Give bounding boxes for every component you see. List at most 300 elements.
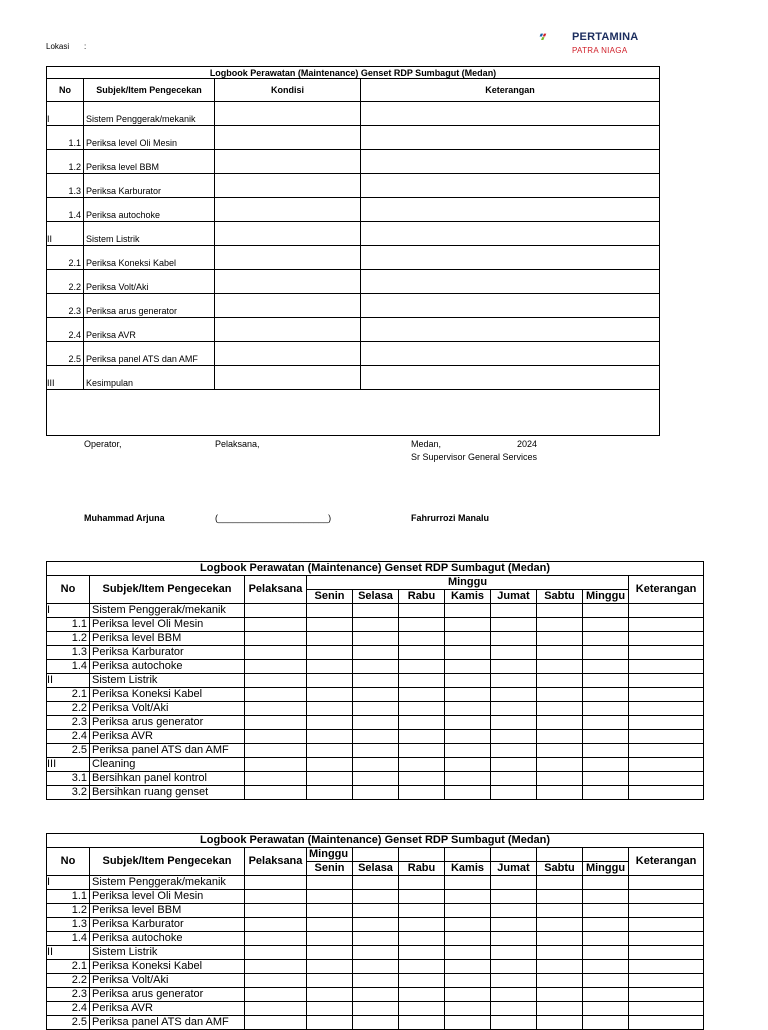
day-cell[interactable] [537, 988, 583, 1002]
pelaksana-cell[interactable] [245, 932, 307, 946]
day-cell[interactable] [353, 674, 399, 688]
day-cell[interactable] [583, 960, 629, 974]
day-cell[interactable] [537, 674, 583, 688]
day-cell[interactable] [399, 988, 445, 1002]
day-cell[interactable] [445, 744, 491, 758]
day-cell[interactable] [537, 904, 583, 918]
row-item: Periksa AVR [84, 318, 215, 342]
day-cell[interactable] [353, 758, 399, 772]
day-cell[interactable] [307, 688, 353, 702]
day-cell[interactable] [307, 618, 353, 632]
pelaksana-blank: (______________________) [215, 513, 332, 523]
row-item: Sistem Listrik [90, 946, 245, 960]
day-cell[interactable] [537, 702, 583, 716]
kondisi-cell[interactable] [215, 318, 361, 342]
kondisi-cell[interactable] [215, 270, 361, 294]
day-cell[interactable] [445, 674, 491, 688]
day-cell[interactable] [399, 660, 445, 674]
day-cell[interactable] [583, 876, 629, 890]
day-cell[interactable] [307, 974, 353, 988]
day-cell[interactable] [399, 702, 445, 716]
day-cell[interactable] [583, 646, 629, 660]
day-cell[interactable] [307, 932, 353, 946]
day-cell[interactable] [353, 688, 399, 702]
day-cell[interactable] [353, 618, 399, 632]
keterangan-cell[interactable] [629, 988, 704, 1002]
keterangan-cell[interactable] [629, 702, 704, 716]
day-cell[interactable] [491, 772, 537, 786]
table-row [47, 1016, 704, 1030]
kondisi-cell[interactable] [215, 102, 361, 126]
keterangan-cell[interactable] [361, 126, 660, 150]
day-cell[interactable] [583, 716, 629, 730]
keterangan-cell[interactable] [361, 150, 660, 174]
keterangan-cell[interactable] [361, 318, 660, 342]
day-cell[interactable] [537, 660, 583, 674]
day-cell[interactable] [399, 1016, 445, 1030]
keterangan-cell[interactable] [361, 270, 660, 294]
day-cell[interactable] [307, 730, 353, 744]
kondisi-cell[interactable] [215, 294, 361, 318]
day-cell[interactable] [583, 974, 629, 988]
keterangan-cell[interactable] [361, 102, 660, 126]
pelaksana-cell[interactable] [245, 758, 307, 772]
day-cell[interactable] [399, 604, 445, 618]
keterangan-cell[interactable] [629, 1002, 704, 1016]
day-cell[interactable] [353, 632, 399, 646]
day-cell[interactable] [445, 730, 491, 744]
day-cell[interactable] [307, 960, 353, 974]
keterangan-cell[interactable] [629, 632, 704, 646]
day-cell[interactable] [491, 960, 537, 974]
day-cell[interactable] [445, 716, 491, 730]
day-cell[interactable] [491, 758, 537, 772]
pelaksana-label: Pelaksana, [215, 439, 260, 449]
keterangan-cell[interactable] [629, 646, 704, 660]
pelaksana-cell[interactable] [245, 646, 307, 660]
keterangan-cell[interactable] [361, 342, 660, 366]
day-cell[interactable] [445, 946, 491, 960]
day-cell[interactable] [399, 646, 445, 660]
row-no: 2.2 [47, 702, 90, 716]
day-cell[interactable] [445, 660, 491, 674]
day-cell[interactable] [445, 786, 491, 800]
day-cell[interactable] [583, 730, 629, 744]
day-cell[interactable] [537, 688, 583, 702]
day-cell[interactable] [399, 876, 445, 890]
day-cell[interactable] [353, 702, 399, 716]
notes-cell[interactable] [47, 390, 660, 436]
day-cell[interactable] [307, 604, 353, 618]
brand-name: PERTAMINA [572, 31, 639, 43]
keterangan-cell[interactable] [629, 758, 704, 772]
row-no: 2.4 [47, 730, 90, 744]
pelaksana-cell[interactable] [245, 918, 307, 932]
day-cell[interactable] [399, 716, 445, 730]
day-cell[interactable] [491, 730, 537, 744]
day-cell[interactable] [491, 786, 537, 800]
day-cell[interactable] [445, 1002, 491, 1016]
header-item: Subjek/Item Pengecekan [84, 79, 215, 102]
kondisi-cell[interactable] [215, 246, 361, 270]
day-cell[interactable] [353, 660, 399, 674]
day-cell[interactable] [583, 890, 629, 904]
row-no: 1.1 [47, 126, 84, 150]
day-cell[interactable] [537, 716, 583, 730]
day-cell[interactable] [307, 744, 353, 758]
pelaksana-cell[interactable] [245, 1002, 307, 1016]
day-cell[interactable] [583, 1002, 629, 1016]
day-cell[interactable] [583, 632, 629, 646]
day-cell[interactable] [537, 646, 583, 660]
day-cell[interactable] [307, 772, 353, 786]
table-row [47, 174, 660, 198]
day-cell[interactable] [399, 786, 445, 800]
pelaksana-cell[interactable] [245, 632, 307, 646]
day-cell[interactable] [583, 744, 629, 758]
day-cell[interactable] [353, 604, 399, 618]
day-cell[interactable] [491, 904, 537, 918]
day-cell[interactable] [307, 646, 353, 660]
day-cell[interactable] [491, 618, 537, 632]
day-cell[interactable] [445, 604, 491, 618]
keterangan-cell[interactable] [629, 744, 704, 758]
day-cell[interactable] [445, 758, 491, 772]
day-cell[interactable] [353, 974, 399, 988]
row-no: 2.3 [47, 294, 84, 318]
keterangan-cell[interactable] [361, 366, 660, 390]
day-cell[interactable] [491, 946, 537, 960]
day-cell[interactable] [307, 904, 353, 918]
keterangan-cell[interactable] [361, 294, 660, 318]
day-cell[interactable] [353, 1002, 399, 1016]
day-cell[interactable] [537, 730, 583, 744]
keterangan-cell[interactable] [629, 786, 704, 800]
day-cell[interactable] [445, 974, 491, 988]
day-cell[interactable] [491, 918, 537, 932]
day-cell[interactable] [537, 974, 583, 988]
table-row [47, 126, 660, 150]
pelaksana-cell[interactable] [245, 974, 307, 988]
row-item: Bersihkan ruang genset [90, 786, 245, 800]
day-cell[interactable] [353, 772, 399, 786]
day-cell[interactable] [583, 946, 629, 960]
row-no: III [47, 366, 84, 390]
day-cell[interactable] [537, 604, 583, 618]
day-cell[interactable] [491, 932, 537, 946]
day-cell[interactable] [537, 618, 583, 632]
row-no: 1.3 [47, 646, 90, 660]
day-cell[interactable] [491, 988, 537, 1002]
keterangan-cell[interactable] [629, 674, 704, 688]
row-item: Periksa Koneksi Kabel [90, 688, 245, 702]
day-cell[interactable] [491, 702, 537, 716]
pelaksana-cell[interactable] [245, 946, 307, 960]
pelaksana-cell[interactable] [245, 716, 307, 730]
row-no: 1.4 [47, 198, 84, 222]
day-cell[interactable] [399, 618, 445, 632]
table-row [47, 366, 660, 390]
kondisi-cell[interactable] [215, 150, 361, 174]
day-cell[interactable] [537, 786, 583, 800]
day-cell[interactable] [537, 960, 583, 974]
header-kondisi: Kondisi [215, 79, 361, 102]
day-cell[interactable] [583, 618, 629, 632]
day-cell[interactable] [583, 702, 629, 716]
pelaksana-cell[interactable] [245, 786, 307, 800]
day-cell[interactable] [445, 618, 491, 632]
pelaksana-cell[interactable] [245, 730, 307, 744]
day-cell[interactable] [583, 1016, 629, 1030]
day-cell[interactable] [583, 660, 629, 674]
day-cell[interactable] [399, 674, 445, 688]
table-row [47, 946, 704, 960]
day-cell[interactable] [399, 960, 445, 974]
day-cell[interactable] [399, 904, 445, 918]
day-cell[interactable] [491, 744, 537, 758]
day-cell[interactable] [399, 974, 445, 988]
table-row [47, 618, 704, 632]
keterangan-cell[interactable] [629, 1016, 704, 1030]
day-cell[interactable] [353, 932, 399, 946]
day-cell[interactable] [537, 758, 583, 772]
row-no: 2.5 [47, 1016, 90, 1030]
kondisi-cell[interactable] [215, 126, 361, 150]
header-day: Rabu [399, 862, 445, 876]
day-cell[interactable] [537, 632, 583, 646]
table-row [47, 270, 660, 294]
day-cell[interactable] [491, 604, 537, 618]
row-no: 1.4 [47, 932, 90, 946]
day-cell[interactable] [583, 688, 629, 702]
day-cell[interactable] [307, 890, 353, 904]
table-row [47, 702, 704, 716]
day-cell[interactable] [445, 918, 491, 932]
row-item: Cleaning [90, 758, 245, 772]
keterangan-cell[interactable] [361, 174, 660, 198]
pelaksana-cell[interactable] [245, 904, 307, 918]
day-cell[interactable] [353, 960, 399, 974]
kondisi-cell[interactable] [215, 174, 361, 198]
day-cell[interactable] [537, 932, 583, 946]
table-row [47, 342, 660, 366]
day-cell[interactable] [537, 1002, 583, 1016]
pelaksana-cell[interactable] [245, 604, 307, 618]
keterangan-cell[interactable] [629, 604, 704, 618]
day-cell[interactable] [491, 674, 537, 688]
header-day: Kamis [445, 862, 491, 876]
day-cell[interactable] [583, 918, 629, 932]
day-cell[interactable] [353, 904, 399, 918]
operator-label: Operator, [84, 439, 122, 449]
keterangan-cell[interactable] [629, 890, 704, 904]
day-cell[interactable] [445, 890, 491, 904]
day-cell[interactable] [491, 660, 537, 674]
day-cell[interactable] [399, 730, 445, 744]
day-cell[interactable] [353, 730, 399, 744]
kondisi-cell[interactable] [215, 342, 361, 366]
row-item: Periksa panel ATS dan AMF [84, 342, 215, 366]
table-row [47, 758, 704, 772]
day-cell[interactable] [307, 946, 353, 960]
day-cell[interactable] [353, 716, 399, 730]
pelaksana-cell[interactable] [245, 702, 307, 716]
day-cell[interactable] [307, 702, 353, 716]
table-row [47, 988, 704, 1002]
keterangan-cell[interactable] [629, 716, 704, 730]
row-no: 1.4 [47, 660, 90, 674]
day-cell[interactable] [399, 632, 445, 646]
day-cell[interactable] [353, 988, 399, 1002]
keterangan-cell[interactable] [361, 222, 660, 246]
day-cell[interactable] [583, 932, 629, 946]
day-cell[interactable] [353, 946, 399, 960]
day-cell[interactable] [583, 674, 629, 688]
day-cell[interactable] [445, 932, 491, 946]
day-cell[interactable] [537, 876, 583, 890]
pelaksana-cell[interactable] [245, 660, 307, 674]
day-cell[interactable] [353, 890, 399, 904]
kondisi-cell[interactable] [215, 198, 361, 222]
day-cell[interactable] [491, 1002, 537, 1016]
pelaksana-cell[interactable] [245, 618, 307, 632]
day-cell[interactable] [307, 1002, 353, 1016]
row-item: Periksa arus generator [90, 716, 245, 730]
day-cell[interactable] [537, 946, 583, 960]
day-cell[interactable] [583, 904, 629, 918]
day-cell[interactable] [353, 918, 399, 932]
keterangan-cell[interactable] [629, 618, 704, 632]
day-cell[interactable] [353, 876, 399, 890]
day-cell[interactable] [491, 1016, 537, 1030]
keterangan-cell[interactable] [629, 932, 704, 946]
day-cell[interactable] [491, 632, 537, 646]
day-cell[interactable] [307, 918, 353, 932]
keterangan-cell[interactable] [629, 772, 704, 786]
keterangan-cell[interactable] [629, 688, 704, 702]
day-cell[interactable] [445, 688, 491, 702]
table-row [47, 918, 704, 932]
day-cell[interactable] [537, 744, 583, 758]
day-cell[interactable] [445, 702, 491, 716]
keterangan-cell[interactable] [629, 960, 704, 974]
pelaksana-cell[interactable] [245, 960, 307, 974]
day-cell[interactable] [537, 772, 583, 786]
day-cell[interactable] [491, 890, 537, 904]
pelaksana-cell[interactable] [245, 1016, 307, 1030]
kondisi-cell[interactable] [215, 366, 361, 390]
day-cell[interactable] [583, 758, 629, 772]
day-cell[interactable] [399, 890, 445, 904]
day-cell[interactable] [307, 876, 353, 890]
day-cell[interactable] [491, 646, 537, 660]
day-cell[interactable] [399, 932, 445, 946]
day-cell[interactable] [537, 1016, 583, 1030]
pelaksana-cell[interactable] [245, 876, 307, 890]
row-no: 2.3 [47, 988, 90, 1002]
day-cell[interactable] [353, 1016, 399, 1030]
day-cell[interactable] [445, 960, 491, 974]
day-cell[interactable] [491, 876, 537, 890]
day-cell[interactable] [399, 772, 445, 786]
day-cell[interactable] [583, 604, 629, 618]
day-cell[interactable] [445, 876, 491, 890]
day-cell[interactable] [537, 918, 583, 932]
row-item: Periksa Koneksi Kabel [84, 246, 215, 270]
day-cell[interactable] [445, 772, 491, 786]
table-row [47, 222, 660, 246]
keterangan-cell[interactable] [629, 876, 704, 890]
day-cell[interactable] [399, 918, 445, 932]
day-cell[interactable] [399, 744, 445, 758]
day-cell[interactable] [307, 988, 353, 1002]
kondisi-cell[interactable] [215, 222, 361, 246]
table-row [47, 646, 704, 660]
day-cell[interactable] [399, 688, 445, 702]
keterangan-cell[interactable] [629, 904, 704, 918]
day-cell[interactable] [537, 890, 583, 904]
day-cell[interactable] [491, 974, 537, 988]
day-cell[interactable] [583, 772, 629, 786]
keterangan-cell[interactable] [629, 974, 704, 988]
table-row [47, 688, 704, 702]
keterangan-cell[interactable] [629, 730, 704, 744]
row-no: I [47, 876, 90, 890]
pelaksana-cell[interactable] [245, 988, 307, 1002]
day-cell[interactable] [491, 716, 537, 730]
day-cell[interactable] [353, 744, 399, 758]
keterangan-cell[interactable] [361, 246, 660, 270]
day-cell[interactable] [307, 1016, 353, 1030]
day-cell[interactable] [583, 988, 629, 1002]
day-cell[interactable] [307, 632, 353, 646]
table-title: Logbook Perawatan (Maintenance) Genset RDP Sumbagut (Medan) [47, 562, 704, 576]
day-cell[interactable] [445, 632, 491, 646]
header-minggu: Minggu [307, 576, 629, 590]
pelaksana-cell[interactable] [245, 744, 307, 758]
day-cell[interactable] [445, 904, 491, 918]
day-cell[interactable] [307, 716, 353, 730]
day-cell[interactable] [307, 660, 353, 674]
day-cell[interactable] [307, 674, 353, 688]
keterangan-cell[interactable] [361, 198, 660, 222]
day-cell[interactable] [445, 988, 491, 1002]
row-item: Periksa Koneksi Kabel [90, 960, 245, 974]
day-cell[interactable] [445, 1016, 491, 1030]
pelaksana-cell[interactable] [245, 772, 307, 786]
row-item: Periksa level Oli Mesin [90, 618, 245, 632]
day-cell[interactable] [399, 946, 445, 960]
day-cell[interactable] [307, 758, 353, 772]
day-cell[interactable] [399, 758, 445, 772]
pelaksana-cell[interactable] [245, 688, 307, 702]
day-cell[interactable] [491, 688, 537, 702]
table-title: Logbook Perawatan (Maintenance) Genset RDP Sumbagut (Medan) [47, 67, 660, 79]
row-item: Periksa level BBM [90, 632, 245, 646]
keterangan-cell[interactable] [629, 918, 704, 932]
pelaksana-cell[interactable] [245, 674, 307, 688]
day-cell[interactable] [307, 786, 353, 800]
pelaksana-cell[interactable] [245, 890, 307, 904]
keterangan-cell[interactable] [629, 946, 704, 960]
keterangan-cell[interactable] [629, 660, 704, 674]
day-cell[interactable] [583, 786, 629, 800]
header-pelaksana: Pelaksana [245, 576, 307, 604]
day-cell[interactable] [353, 786, 399, 800]
day-cell[interactable] [353, 646, 399, 660]
day-cell[interactable] [445, 646, 491, 660]
day-cell[interactable] [399, 1002, 445, 1016]
